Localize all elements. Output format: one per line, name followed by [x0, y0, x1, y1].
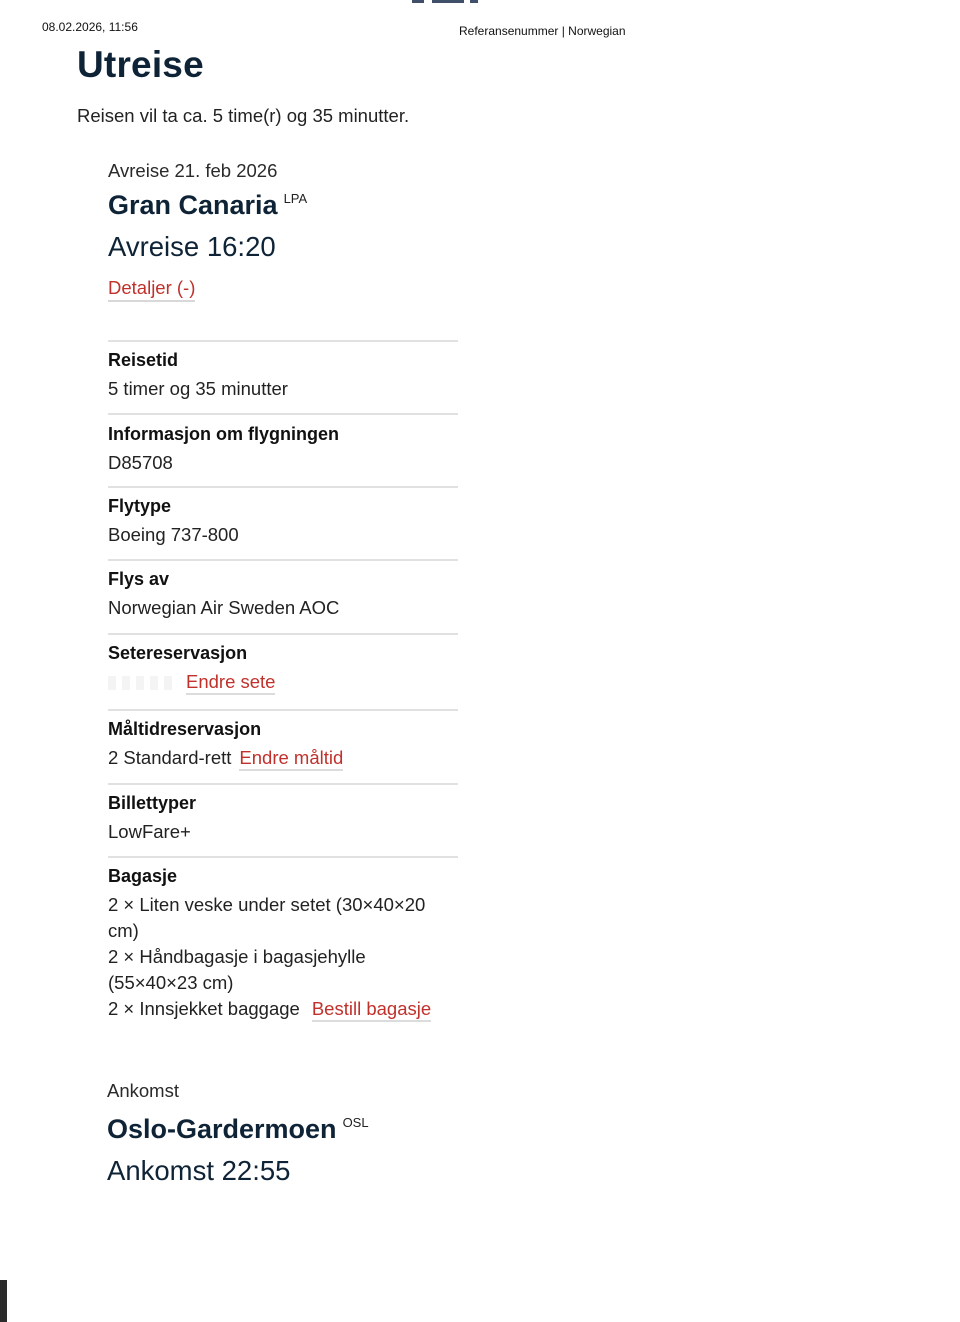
- departure-block: [108, 160, 468, 302]
- scan-edge-mark: [0, 1280, 7, 1322]
- baggage-item-checked-bag-text: 2 × Innsjekket baggage: [108, 998, 300, 1019]
- departure-airport: [108, 190, 468, 230]
- change-seat-link[interactable]: Endre sete: [186, 671, 275, 695]
- print-datetime: 08.02.2026, 11:56: [42, 20, 138, 34]
- divider: [108, 709, 458, 711]
- trip-duration-text: Reisen vil ta ca. 5 time(r) og 35 minutter.: [77, 105, 410, 126]
- divider: [108, 486, 458, 488]
- ticket-type-value: LowFare+: [108, 821, 191, 842]
- meal-label: Måltidreservasjon: [108, 719, 262, 739]
- aircraft-section: [108, 496, 458, 548]
- seat-number-redacted: [108, 676, 178, 690]
- operated-by-section: [108, 569, 458, 621]
- aircraft-value: Boeing 737-800: [108, 524, 239, 545]
- baggage-list: [108, 892, 458, 1022]
- baggage-item-checked-bag: [108, 996, 458, 1022]
- ticket-type-label: Billettyper: [108, 793, 197, 813]
- flight-info-section: [108, 424, 458, 476]
- divider: [108, 340, 458, 342]
- departure-date: Avreise 21. feb 2026: [108, 160, 278, 181]
- change-meal-link[interactable]: Endre måltid: [239, 747, 343, 771]
- baggage-section: [108, 866, 458, 1022]
- meal-value-text: 2 Standard-rett: [108, 747, 232, 768]
- departure-airport-name: Gran Canaria: [108, 190, 278, 220]
- seat-section: [108, 643, 458, 695]
- baggage-label: Bagasje: [108, 866, 178, 886]
- ticket-type-section: [108, 793, 458, 845]
- flight-info-label: Informasjon om flygningen: [108, 424, 340, 444]
- baggage-item-cabin-bag: 2 × Håndbagasje i bagasjehylle (55×40×23 cm): [108, 946, 366, 993]
- departure-airport-code: LPA: [283, 191, 308, 206]
- flight-number: D85708: [108, 452, 173, 473]
- arrival-airport-code: OSL: [342, 1115, 369, 1130]
- travel-time-value: 5 timer og 35 minutter: [108, 378, 288, 399]
- divider: [108, 856, 458, 858]
- order-baggage-link[interactable]: Bestill bagasje: [312, 998, 431, 1022]
- divider: [108, 633, 458, 635]
- arrival-label: Ankomst: [107, 1080, 179, 1101]
- details-toggle-link[interactable]: Detaljer (-): [108, 277, 195, 302]
- arrival-airport: [107, 1114, 507, 1154]
- meal-value: [108, 745, 458, 771]
- aircraft-label: Flytype: [108, 496, 172, 516]
- baggage-item-small-bag: 2 × Liten veske under setet (30×40×20 cm): [108, 894, 426, 941]
- arrival-airport-name: Oslo-Gardermoen: [107, 1114, 337, 1144]
- arrival-time: Ankomst 22:55: [107, 1155, 291, 1186]
- page-title: Utreise: [77, 44, 204, 85]
- divider: [108, 559, 458, 561]
- arrival-block: [107, 1080, 507, 1195]
- divider: [108, 783, 458, 785]
- travel-time-section: [108, 350, 458, 402]
- seat-label: Setereservasjon: [108, 643, 248, 663]
- header-logo-fragment: [412, 0, 492, 3]
- print-page-title: Referansenummer | Norwegian: [459, 24, 626, 38]
- departure-time: Avreise 16:20: [108, 231, 276, 262]
- operated-by-value: Norwegian Air Sweden AOC: [108, 597, 340, 618]
- meal-section: [108, 719, 458, 771]
- divider: [108, 413, 458, 415]
- operated-by-label: Flys av: [108, 569, 170, 589]
- seat-value: [108, 669, 458, 695]
- travel-time-label: Reisetid: [108, 350, 179, 370]
